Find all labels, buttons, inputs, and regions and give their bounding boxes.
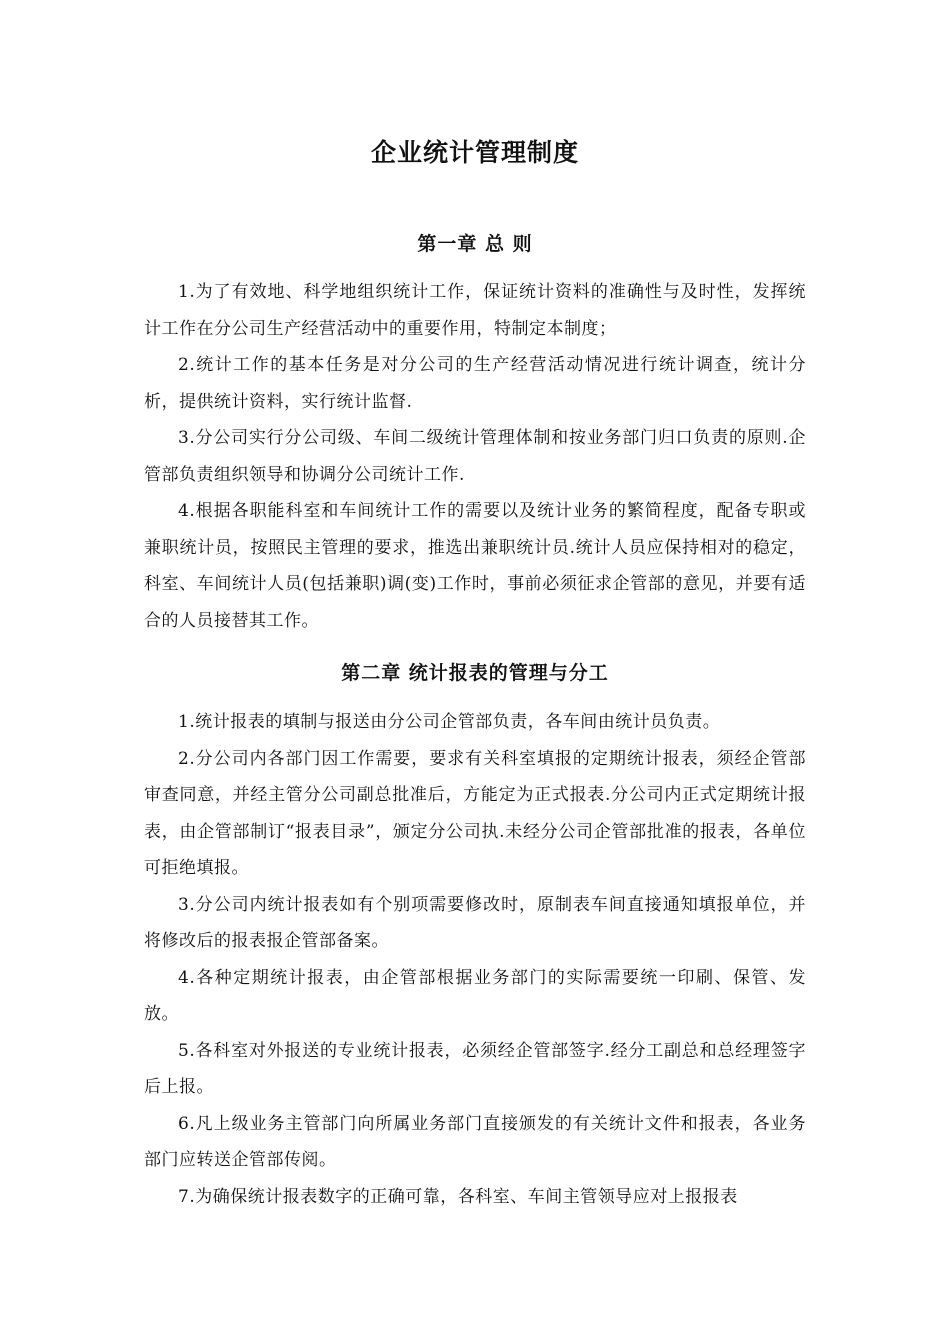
paragraph: 2.统计工作的基本任务是对分公司的生产经营活动情况进行统计调查，统计分析，提供统计资料，实行统计监督. (144, 355, 806, 412)
paragraph: 6.凡上级业务主管部门向所属业务部门直接颁发的有关统计文件和报表，各业务部门应转送企管部传阅。 (144, 1113, 806, 1170)
document-title: 企业统计管理制度 (370, 138, 579, 167)
paragraph: 1.统计报表的填制与报送由分公司企管部负责，各车间由统计员负责。 (178, 712, 721, 732)
chapter-heading-1: 第一章 总 则 (417, 233, 533, 255)
chapter-heading-2: 第二章 统计报表的管理与分工 (341, 662, 609, 684)
chapter-1-body (144, 274, 806, 639)
paragraph: 1.为了有效地、科学地组织统计工作，保证统计资料的准确性与及时性，发挥统计工作在分公司生产经营活动中的重要作用，特制定本制度； (144, 282, 806, 339)
paragraph: 4.各种定期统计报表，由企管部根据业务部门的实际需要统一印刷、保管、发放。 (144, 967, 806, 1024)
paragraph: 4.根据各职能科室和车间统计工作的需要以及统计业务的繁简程度，配备专职或兼职统计员，按照民主管理的要求，推选出兼职统计员.统计人员应保持相对的稳定，科室、车间统计人员(包括兼职)调(变)工作时，事前必须征求企管部的意见，并要有适合的人员接替其工作。 (144, 501, 806, 631)
paragraph: 2.分公司内各部门因工作需要，要求有关科室填报的定期统计报表，须经企管部审查同意，并经主管分公司副总批准后，方能定为正式报表.分公司内正式定期统计报表，由企管部制订“报表目录”，颁定分公司执.未经分公司企管部批准的报表，各单位可拒绝填报。 (144, 748, 806, 878)
paragraph: 3.分公司内统计报表如有个别项需要修改时，原制表车间直接通知填报单位，并将修改后的报表报企管部备案。 (144, 894, 806, 951)
paragraph: 3.分公司实行分公司级、车间二级统计管理体制和按业务部门归口负责的原则.企管部负责组织领导和协调分公司统计工作. (144, 428, 806, 485)
paragraph: 5.各科室对外报送的专业统计报表，必须经企管部签字.经分工副总和总经理签字后上报。 (144, 1040, 806, 1097)
chapter-2-body (144, 704, 806, 1215)
paragraph: 7.为确保统计报表数字的正确可靠，各科室、车间主管领导应对上报报表 (178, 1186, 738, 1207)
